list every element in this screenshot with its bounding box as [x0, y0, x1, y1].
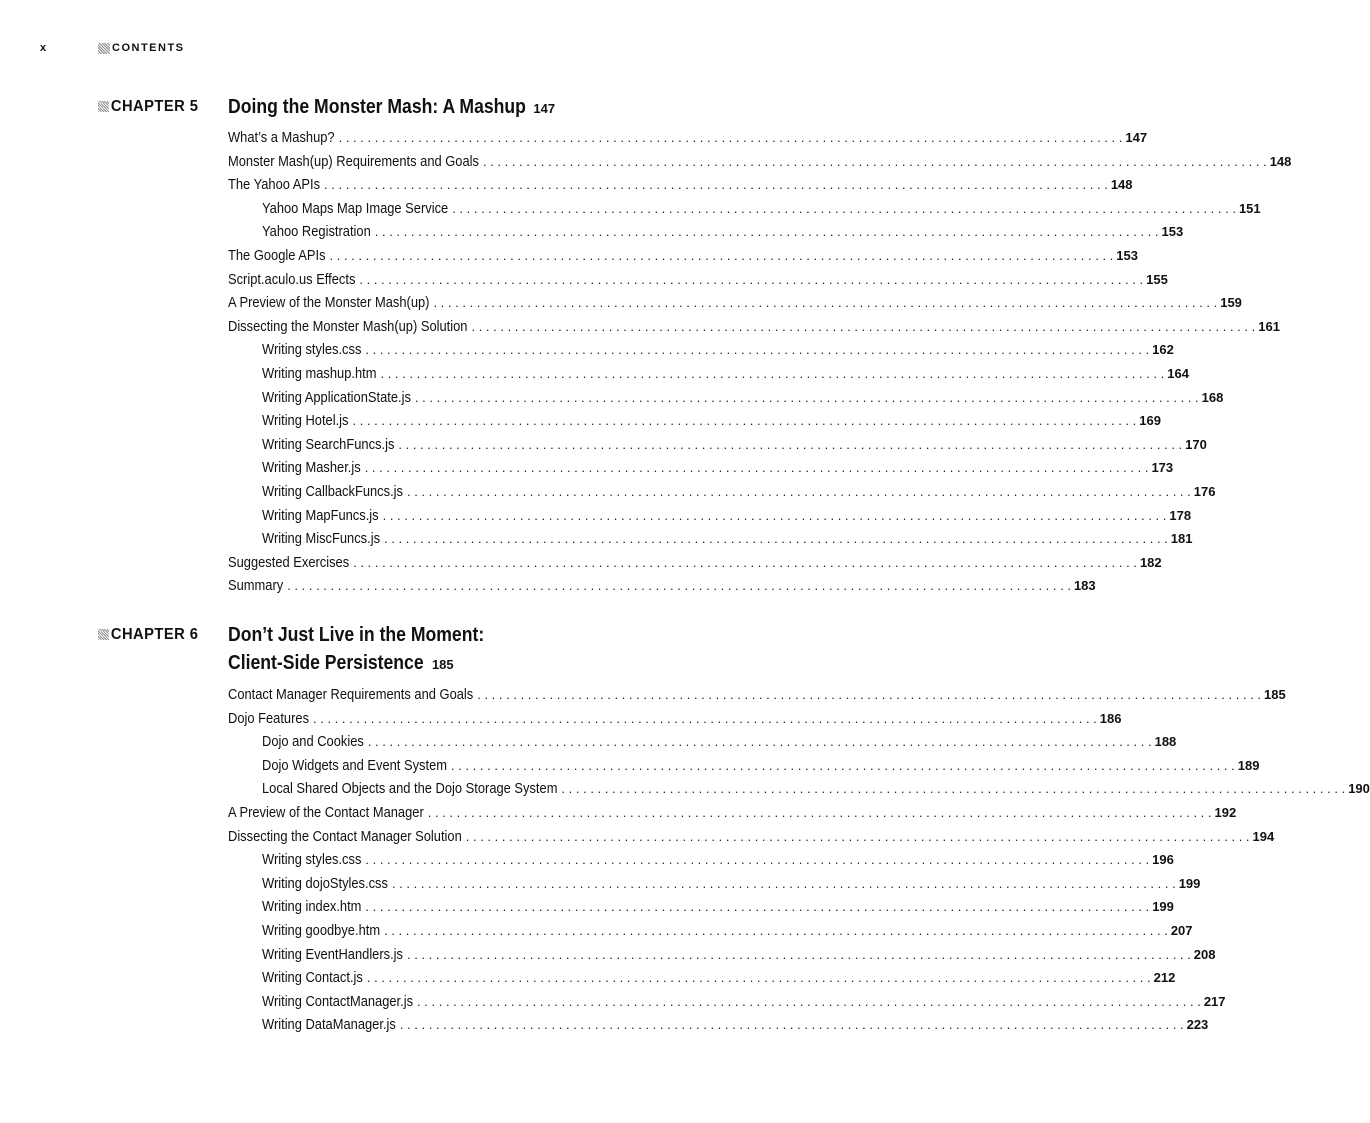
- toc-entry-page: 183: [1073, 578, 1096, 594]
- toc-entry-page: 155: [1146, 271, 1168, 287]
- toc-entry-page: 207: [1170, 923, 1193, 938]
- dot-leader: [400, 1017, 1184, 1032]
- chapter-label: CHAPTER 6: [98, 626, 198, 644]
- dot-leader: [313, 711, 1097, 726]
- toc-entry[interactable]: [228, 686, 1286, 706]
- toc-entry-page: 212: [1153, 970, 1176, 986]
- toc-entry-title: What’s a Mashup?: [228, 129, 335, 146]
- toc-entry-page: 199: [1152, 899, 1174, 915]
- toc-entry-title: Writing Masher.js: [262, 459, 361, 477]
- toc-entry[interactable]: [262, 459, 1174, 479]
- toc-entry-title: A Preview of the Monster Mash(up): [228, 294, 430, 312]
- dot-leader: [375, 224, 1159, 239]
- chapter-title-line-1[interactable]: Don’t Just Live in the Moment:: [228, 624, 485, 646]
- toc-entry-page: 199: [1178, 875, 1201, 891]
- toc-entry-page: 186: [1099, 710, 1122, 726]
- toc-entry-page: 217: [1203, 993, 1226, 1009]
- toc-entry[interactable]: [228, 553, 1162, 574]
- toc-entry-title: Script.aculo.us Effects: [228, 270, 356, 288]
- dot-leader: [407, 484, 1191, 499]
- toc-entry[interactable]: [228, 176, 1133, 196]
- chapter-title-page: 147: [533, 101, 556, 116]
- toc-entry-page: 148: [1269, 153, 1292, 169]
- dot-leader: [367, 970, 1151, 985]
- toc-entry-title: Suggested Exercises: [228, 553, 350, 571]
- toc-entry[interactable]: [262, 483, 1216, 503]
- toc-entry[interactable]: [262, 733, 1177, 753]
- toc-entry-title: Dojo Widgets and Event System: [262, 756, 447, 774]
- toc-entry-title: Writing CallbackFuncs.js: [262, 483, 403, 500]
- toc-entry-title: Dissecting the Monster Mash(up) Solution: [228, 317, 468, 335]
- dot-leader: [417, 994, 1201, 1009]
- dot-leader: [471, 319, 1255, 334]
- toc-entry-page: 170: [1185, 436, 1207, 452]
- dot-leader: [365, 899, 1149, 914]
- dot-leader: [339, 130, 1123, 145]
- toc-entry-title: Writing dojoStyles.css: [262, 874, 388, 892]
- toc-entry-title: Writing MiscFuncs.js: [262, 530, 381, 548]
- toc-entry-page: 159: [1220, 295, 1242, 311]
- toc-entry[interactable]: [228, 247, 1138, 267]
- chapter-label: CHAPTER 5: [98, 98, 198, 116]
- dot-leader: [561, 781, 1345, 796]
- section-marker-icon: [98, 43, 110, 54]
- toc-entry[interactable]: [228, 709, 1122, 730]
- toc-entry-title: Contact Manager Requirements and Goals: [228, 686, 474, 703]
- toc-entry-title: Writing goodbye.htm: [262, 922, 381, 939]
- toc-entry-title: Dissecting the Contact Manager Solution: [228, 827, 462, 845]
- toc-entry-page: 168: [1201, 389, 1224, 405]
- toc-entry[interactable]: [228, 827, 1275, 848]
- toc-entry-title: Yahoo Registration: [262, 223, 371, 241]
- toc-entry-title: Writing EventHandlers.js: [262, 945, 403, 963]
- dot-leader: [365, 342, 1149, 357]
- toc-entry-title: Writing Contact.js: [262, 969, 363, 987]
- dot-leader: [477, 687, 1261, 702]
- toc-entry[interactable]: [262, 435, 1207, 456]
- toc-entry-title: Writing MapFuncs.js: [262, 506, 379, 524]
- dot-leader: [415, 390, 1199, 405]
- toc-entry-title: Dojo Features: [228, 709, 310, 727]
- toc-entry-title: Monster Mash(up) Requirements and Goals: [228, 152, 479, 170]
- toc-entry-title: Writing Hotel.js: [262, 412, 349, 430]
- dot-leader: [380, 366, 1164, 381]
- toc-entry[interactable]: [262, 922, 1193, 942]
- dot-leader: [365, 852, 1149, 867]
- toc-entry-title: Summary: [228, 577, 284, 595]
- toc-entry-page: 196: [1152, 852, 1174, 868]
- toc-entry-title: Writing index.htm: [262, 898, 362, 916]
- toc-entry-page: 185: [1264, 687, 1286, 702]
- toc-entry-title: Writing mashup.htm: [262, 365, 377, 382]
- toc-entry[interactable]: [262, 851, 1174, 871]
- toc-entry-page: 223: [1186, 1017, 1209, 1033]
- toc-entry[interactable]: [228, 804, 1237, 824]
- toc-entry-page: 181: [1170, 531, 1193, 547]
- toc-entry-page: 208: [1193, 946, 1216, 962]
- dot-leader: [466, 829, 1250, 844]
- dot-leader: [368, 734, 1152, 749]
- toc-entry[interactable]: [262, 874, 1201, 895]
- toc-entry[interactable]: [228, 317, 1280, 338]
- section-title: CONTENTS: [112, 42, 185, 54]
- toc-entry[interactable]: [262, 756, 1260, 777]
- toc-entry-title: Writing styles.css: [262, 341, 362, 359]
- dot-leader: [433, 295, 1217, 310]
- dot-leader: [483, 154, 1267, 169]
- chapter-title-page: 185: [431, 657, 454, 672]
- dot-leader: [398, 437, 1182, 452]
- toc-entry[interactable]: [262, 969, 1176, 989]
- toc-entry-title: Dojo and Cookies: [262, 733, 364, 751]
- chapter-title[interactable]: Doing the Monster Mash: A Mashup 147: [228, 96, 556, 118]
- toc-entry[interactable]: [262, 780, 1370, 800]
- toc-entry-page: 147: [1125, 130, 1148, 145]
- dot-leader: [392, 876, 1176, 891]
- toc-entry-title: Writing DataManager.js: [262, 1016, 396, 1034]
- chapter-marker-icon: [98, 101, 109, 112]
- toc-entry[interactable]: [262, 223, 1184, 243]
- toc-entry-page: 148: [1110, 177, 1133, 193]
- chapter-title-line-2[interactable]: Client-Side Persistence 185: [228, 652, 454, 674]
- toc-entry-title: Writing ContactManager.js: [262, 992, 414, 1010]
- running-head: [40, 42, 185, 54]
- toc-entry-title: Writing SearchFuncs.js: [262, 435, 395, 453]
- toc-entry-title: The Yahoo APIs: [228, 176, 321, 194]
- dot-leader: [407, 947, 1191, 962]
- toc-entry-title: Yahoo Maps Map Image Service: [262, 199, 449, 217]
- dot-leader: [452, 201, 1236, 216]
- dot-leader: [359, 272, 1143, 287]
- dot-leader: [330, 248, 1114, 263]
- chapter-marker-icon: [98, 629, 109, 640]
- toc-entry[interactable]: [228, 294, 1242, 314]
- toc-entry[interactable]: [228, 577, 1096, 597]
- toc-entry-page: 164: [1167, 366, 1189, 381]
- toc-entry-page: 173: [1151, 460, 1174, 476]
- toc-entry-title: The Google APIs: [228, 247, 326, 264]
- toc-entry[interactable]: [228, 129, 1148, 149]
- toc-entry-title: Writing styles.css: [262, 851, 362, 869]
- toc-entry-page: 190: [1348, 781, 1370, 797]
- toc-entry-page: 192: [1214, 805, 1237, 820]
- dot-leader: [384, 923, 1168, 938]
- dot-leader: [383, 508, 1167, 523]
- dot-leader: [324, 177, 1108, 192]
- toc-entry-page: 194: [1252, 828, 1275, 844]
- dot-leader: [287, 578, 1071, 593]
- toc-entry-page: 162: [1152, 342, 1174, 358]
- toc-entry[interactable]: [262, 945, 1216, 966]
- toc-entry[interactable]: [262, 898, 1174, 918]
- toc-entry[interactable]: [228, 152, 1292, 173]
- toc-entry[interactable]: [262, 530, 1193, 550]
- toc-entry-page: 151: [1238, 200, 1261, 216]
- dot-leader: [428, 805, 1212, 820]
- toc-entry[interactable]: [262, 388, 1224, 409]
- toc-entry-page: 153: [1161, 224, 1184, 240]
- page-number: x: [40, 42, 48, 54]
- toc-entry-page: 178: [1169, 507, 1192, 523]
- toc-entry[interactable]: [262, 1016, 1209, 1036]
- toc-entry[interactable]: [262, 365, 1189, 385]
- toc-entry[interactable]: [228, 270, 1168, 291]
- dot-leader: [451, 758, 1235, 773]
- dot-leader: [365, 460, 1149, 475]
- dot-leader: [384, 531, 1168, 546]
- toc-entry-title: Writing ApplicationState.js: [262, 388, 411, 406]
- dot-leader: [353, 555, 1137, 570]
- toc-entry-title: A Preview of the Contact Manager: [228, 804, 424, 821]
- dot-leader: [353, 413, 1137, 428]
- toc-entry[interactable]: [262, 412, 1161, 432]
- toc-entry-page: 188: [1154, 734, 1177, 750]
- toc-entry-page: 161: [1258, 318, 1280, 334]
- toc-entry-page: 189: [1237, 757, 1260, 773]
- toc-entry-page: 169: [1139, 413, 1161, 429]
- toc-entry-page: 176: [1193, 484, 1216, 499]
- toc-entry[interactable]: [262, 506, 1192, 527]
- toc-entry[interactable]: [262, 992, 1226, 1013]
- toc-entry-title: Local Shared Objects and the Dojo Storage System: [262, 780, 558, 798]
- toc-entry[interactable]: [262, 341, 1174, 361]
- toc-entry[interactable]: [262, 199, 1261, 220]
- toc-entry-page: 153: [1116, 248, 1138, 263]
- toc-entry-page: 182: [1139, 554, 1162, 570]
